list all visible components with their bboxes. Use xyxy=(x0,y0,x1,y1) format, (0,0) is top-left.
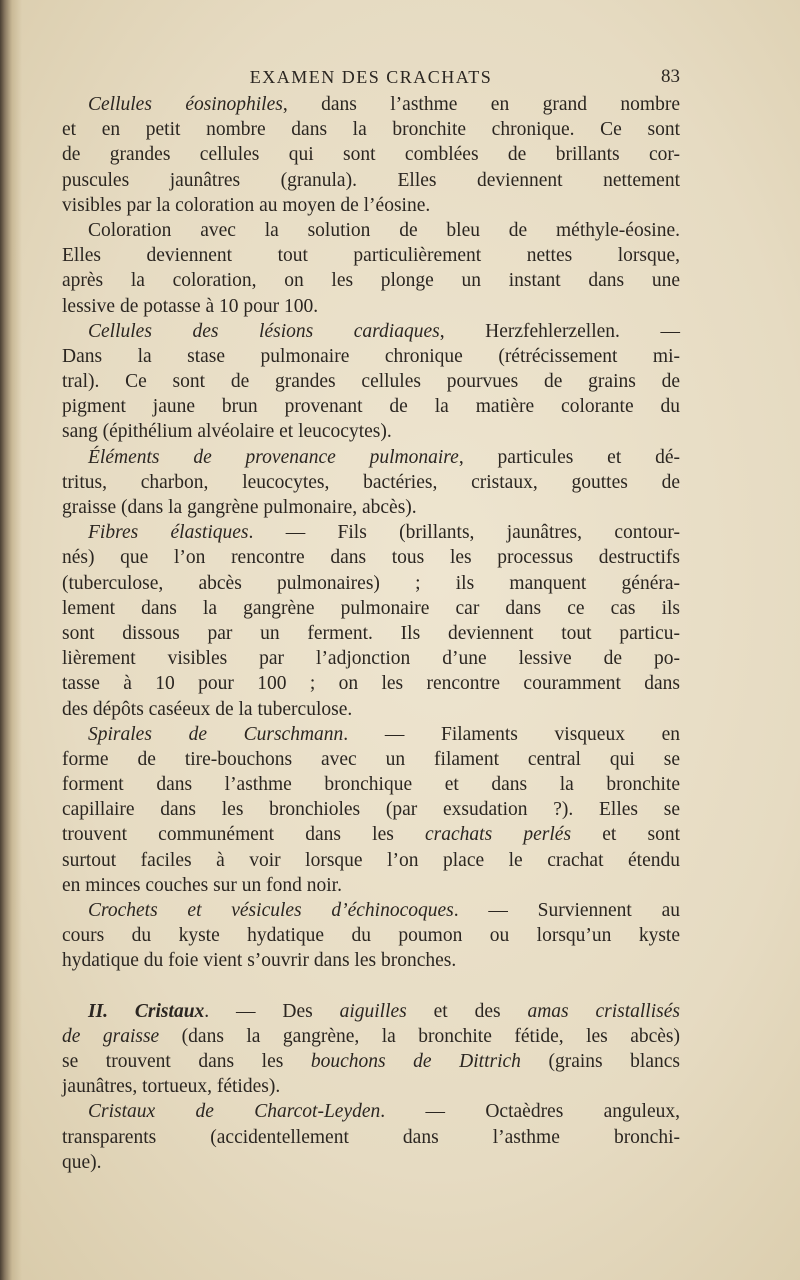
text-span: Elles deviennent tout particulièrement nettes lorsque, xyxy=(62,245,680,267)
text-span: cours du kyste hydatique du poumon ou lorsqu’un kyste xyxy=(62,925,680,947)
text-line xyxy=(62,772,680,797)
text-line xyxy=(62,117,680,142)
text-line xyxy=(62,999,680,1024)
text-line xyxy=(62,243,680,268)
text-line xyxy=(62,646,680,671)
text-span: et des xyxy=(406,1000,528,1022)
text-span: capillaire dans les bronchioles (par exsudation ?). Elles se xyxy=(62,799,680,821)
text-line xyxy=(62,571,680,596)
text-line xyxy=(62,1125,680,1150)
text-span: de grandes cellules qui sont comblées de brillants cor- xyxy=(62,144,680,166)
text-span: . — Fils (brillants, jaunâtres, contour- xyxy=(248,522,680,544)
text-span: . — Octaèdres anguleux, xyxy=(380,1101,681,1123)
text-span: et sont xyxy=(571,824,680,846)
text-line xyxy=(62,168,680,193)
text-span: lessive de potasse à 10 pour 100. xyxy=(62,295,319,317)
text-line xyxy=(62,319,680,344)
text-span: et en petit nombre dans la bronchite chronique. Ce sont xyxy=(62,119,680,141)
text-span: (tuberculose, abcès pulmonaires) ; ils manquent généra- xyxy=(62,572,680,594)
text-line xyxy=(62,268,680,293)
text-span: forme de tire-bouchons avec un filament central qui se xyxy=(62,748,680,770)
text-span: sang (épithélium alvéolaire et leucocytes). xyxy=(62,421,392,443)
text-span: (grains blancs xyxy=(520,1050,680,1072)
text-line xyxy=(62,1049,680,1074)
text-line xyxy=(62,1150,680,1175)
italic-text: bouchons de Dittrich xyxy=(310,1050,521,1072)
binding-edge xyxy=(0,0,22,1280)
text-span: Coloration avec la solution de bleu de méthyle-éosine. xyxy=(88,219,680,241)
text-span: tasse à 10 pour 100 ; on les rencontre couramment dans xyxy=(62,673,680,695)
text-line xyxy=(62,948,680,973)
text-span: Dans la stase pulmonaire chronique (rétrécissement mi- xyxy=(62,345,680,367)
text-span: , dans l’asthme en grand nombre xyxy=(282,94,680,115)
text-span: tritus, charbon, leucocytes, bactéries, cristaux, gouttes de xyxy=(62,471,680,493)
text-line xyxy=(62,923,680,948)
text-line xyxy=(62,92,680,117)
text-span: (dans la gangrène, la bronchite fétide, les abcès) xyxy=(159,1025,680,1047)
text-line xyxy=(62,495,680,520)
text-span: graisse (dans la gangrène pulmonaire, abcès). xyxy=(62,497,417,518)
text-line xyxy=(62,747,680,772)
text-span: , Herzfehlerzellen. — xyxy=(439,320,680,342)
text-span: se trouvent dans les xyxy=(62,1050,311,1072)
italic-text: amas cristallisés xyxy=(527,1000,680,1022)
italic-text: Cellules éosinophiles xyxy=(88,94,283,115)
text-span: . — Filaments visqueux en xyxy=(343,723,680,745)
text-line xyxy=(62,848,680,873)
italic-text: Cristaux de Charcot-Leyden xyxy=(88,1101,381,1123)
italic-text: de graisse xyxy=(62,1025,160,1047)
body-text xyxy=(62,92,680,1175)
text-line xyxy=(62,344,680,369)
page-number: 83 xyxy=(661,66,680,87)
page-header xyxy=(62,64,680,90)
text-line xyxy=(62,873,680,898)
text-line xyxy=(62,671,680,696)
text-span: visibles par la coloration au moyen de l’éosine. xyxy=(62,194,431,216)
text-line xyxy=(62,369,680,394)
text-span: jaunâtres, tortueux, fétides). xyxy=(62,1076,281,1098)
text-line xyxy=(62,394,680,419)
text-span: surtout faciles à voir lorsque l’on place le crachat étendu xyxy=(62,849,680,871)
text-span: puscules jaunâtres (granula). Elles deviennent nettement xyxy=(62,169,680,191)
text-span: . — Des xyxy=(204,1000,340,1022)
text-line xyxy=(62,419,680,444)
text-line xyxy=(62,520,680,545)
text-span: transparents (accidentellement dans l’asthme bronchi- xyxy=(62,1126,680,1148)
text-line xyxy=(62,545,680,570)
text-line xyxy=(62,596,680,621)
text-span: en minces couches sur un fond noir. xyxy=(62,874,342,896)
italic-text: II. xyxy=(88,1000,135,1022)
text-line xyxy=(62,822,680,847)
text-line xyxy=(62,193,680,218)
text-span: lièrement visibles par l’adjonction d’une lessive de po- xyxy=(62,648,680,670)
italic-text: Éléments de provenance pulmonaire xyxy=(88,446,459,468)
text-line xyxy=(62,142,680,167)
running-head: EXAMEN DES CRACHATS xyxy=(249,67,493,87)
text-span: sont dissous par un ferment. Ils deviennent tout particu- xyxy=(62,622,680,644)
text-span: trouvent communément dans les xyxy=(62,824,426,846)
text-line xyxy=(62,722,680,747)
text-span: des dépôts caséeux de la tuberculose. xyxy=(62,698,353,720)
text-span: après la coloration, on les plonge un instant dans une xyxy=(62,270,680,292)
text-line xyxy=(62,697,680,722)
text-line xyxy=(62,445,680,470)
italic-text: aiguilles xyxy=(339,1000,407,1022)
text-line xyxy=(62,1099,680,1124)
text-line xyxy=(62,797,680,822)
italic-text: Crochets et vésicules d’échinocoques xyxy=(88,900,454,921)
text-span: . — Surviennent au xyxy=(453,900,680,921)
text-span: lement dans la gangrène pulmonaire car dans ce cas ils xyxy=(62,597,680,619)
text-span: pigment jaune brun provenant de la matière colorante du xyxy=(62,396,680,418)
text-line xyxy=(62,294,680,319)
italic-text: Cristaux xyxy=(134,1000,205,1022)
text-line xyxy=(62,1024,680,1049)
text-span: forment dans l’asthme bronchique et dans la bronchite xyxy=(62,774,680,796)
text-span: hydatique du foie vient s’ouvrir dans les bronches. xyxy=(62,950,457,972)
italic-text: crachats perlés xyxy=(425,824,572,846)
text-line xyxy=(62,898,680,923)
italic-text: Spirales de Curschmann xyxy=(88,723,344,745)
text-span: tral). Ce sont de grandes cellules pourvues de grains de xyxy=(62,371,680,393)
text-line xyxy=(62,1074,680,1099)
text-line xyxy=(62,621,680,646)
text-span: nés) que l’on rencontre dans tous les processus destructifs xyxy=(62,547,680,569)
italic-text: Fibres élastiques xyxy=(88,522,249,544)
text-span: que). xyxy=(62,1151,102,1173)
text-line xyxy=(62,470,680,495)
text-span: , particules et dé- xyxy=(458,446,680,468)
italic-text: Cellules des lésions cardiaques xyxy=(88,320,440,342)
text-line xyxy=(62,218,680,243)
